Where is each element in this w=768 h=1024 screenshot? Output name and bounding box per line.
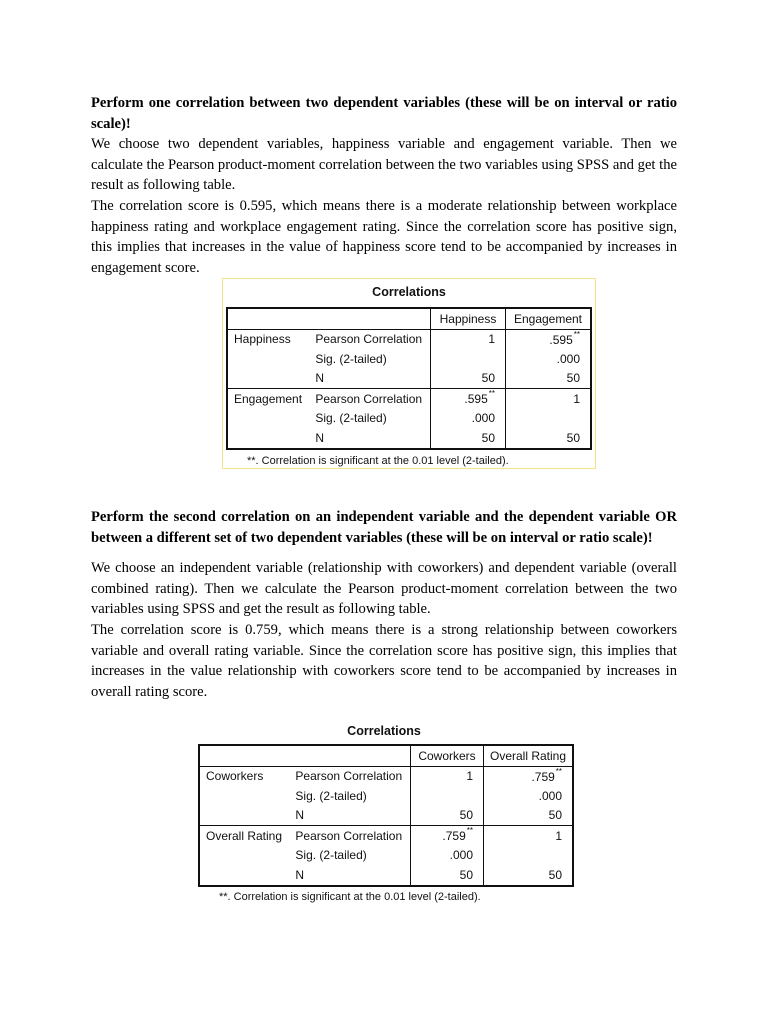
- section-1-heading: Perform one correlation between two dependent variables (these will be on interval or ratio scale)!: [91, 95, 677, 132]
- table-1-title: Correlations: [372, 285, 446, 299]
- stat-label: Pearson Correlation: [289, 766, 410, 786]
- cell-value: 1: [573, 391, 580, 406]
- table-1-col-header-2: Engagement: [506, 308, 592, 329]
- cell-value: 50: [411, 865, 484, 886]
- cell-value: .759: [531, 769, 555, 784]
- table-1-col-header-1: Happiness: [431, 308, 506, 329]
- significance-mark: **: [573, 329, 580, 339]
- table-2-col-header-1: Coworkers: [411, 745, 484, 766]
- table-row: [199, 826, 573, 846]
- correlations-table-1: [222, 278, 596, 469]
- table-2-grid: [198, 744, 574, 887]
- table-row: [199, 865, 573, 886]
- cell-value: 50: [566, 430, 580, 445]
- cell-value: .000: [556, 351, 580, 366]
- table-2-var-1: Coworkers: [206, 769, 264, 784]
- table-2-col-header-2: Overall Rating: [484, 745, 574, 766]
- section-1-paragraph-2: The correlation score is 0.595, which means there is a moderate relationship between workplace happiness rating and workplace engagement rating. Since the correlation score has positive sign, this implies that increases in the value of happiness score tend to be accompanied by increases in engagement score.: [91, 197, 677, 276]
- table-row: [227, 428, 591, 449]
- section-1-text: [91, 93, 677, 278]
- table-2-title: Correlations: [347, 724, 421, 738]
- stat-label: N: [309, 428, 430, 449]
- table-row: [227, 389, 591, 409]
- table-row: [199, 766, 573, 786]
- cell-value: 50: [548, 867, 563, 882]
- stat-label: Sig. (2-tailed): [289, 786, 410, 806]
- correlations-table-2: [197, 724, 577, 903]
- stat-label: Sig. (2-tailed): [289, 846, 410, 866]
- cell-value: 1: [431, 329, 506, 349]
- cell-value: 50: [484, 806, 574, 826]
- cell-value: 50: [506, 369, 592, 389]
- table-row: [227, 369, 591, 389]
- cell-value: 1: [555, 828, 563, 843]
- stat-label: N: [289, 865, 410, 886]
- stat-label: Pearson Correlation: [289, 826, 410, 846]
- cell-value: [411, 786, 484, 806]
- table-1-footnote: **. Correlation is significant at the 0.01 level (2-tailed).: [247, 454, 509, 467]
- section-2-paragraph-2: The correlation score is 0.759, which means there is a strong relationship between coworkers variable and overall rating variable. Since the correlation score has positive sign, this implies that increases in the value relationship with coworkers score tend to be accompanied by increases in overall rating score.: [91, 621, 677, 700]
- cell-value: 50: [431, 428, 506, 449]
- cell-value: 1: [411, 766, 484, 786]
- table-row: [227, 329, 591, 349]
- section-2-paragraph-1: We choose an independent variable (relationship with coworkers) and dependent variable (overall combined rating). Then we calculate the Pearson product-moment correlation between the two variables using SPSS and get the result as following table.: [91, 560, 677, 618]
- section-2-heading: Perform the second correlation on an independent variable and the dependent variable OR between a different set of two dependent variables (these will be on interval or ratio scale)!: [91, 509, 677, 546]
- table-2-footnote: **. Correlation is significant at the 0.01 level (2-tailed).: [219, 890, 481, 903]
- cell-value: .000: [431, 409, 506, 429]
- stat-label: Sig. (2-tailed): [309, 349, 430, 369]
- significance-mark: **: [488, 389, 495, 399]
- significance-mark: **: [466, 826, 473, 836]
- cell-value: .595: [549, 332, 573, 347]
- stat-label: Pearson Correlation: [309, 329, 430, 349]
- section-1-paragraph-1: We choose two dependent variables, happiness variable and engagement variable. Then we calculate the Pearson product-moment correlation between the two variables using SPSS and get the result as following table.: [91, 136, 677, 194]
- table-row: [199, 806, 573, 826]
- table-row: [227, 409, 591, 429]
- cell-value: 50: [411, 806, 484, 826]
- cell-value: [431, 349, 506, 369]
- stat-label: N: [289, 806, 410, 826]
- cell-value: [484, 846, 574, 866]
- cell-value: .595: [464, 392, 488, 407]
- cell-value: .759: [442, 829, 466, 844]
- cell-value: [506, 409, 592, 429]
- stat-label: Pearson Correlation: [309, 389, 430, 409]
- table-1-grid: [226, 307, 592, 450]
- significance-mark: **: [555, 766, 563, 776]
- stat-label: N: [309, 369, 430, 389]
- table-1-var-2: Engagement: [234, 391, 303, 406]
- table-2-var-2: Overall Rating: [206, 828, 283, 843]
- table-1-var-1: Happiness: [234, 332, 291, 347]
- stat-label: Sig. (2-tailed): [309, 409, 430, 429]
- section-2-text: [91, 507, 677, 702]
- table-row: [227, 349, 591, 369]
- table-row: [199, 786, 573, 806]
- cell-value: .000: [411, 846, 484, 866]
- cell-value: 50: [431, 369, 506, 389]
- table-row: [199, 846, 573, 866]
- cell-value: .000: [538, 788, 563, 803]
